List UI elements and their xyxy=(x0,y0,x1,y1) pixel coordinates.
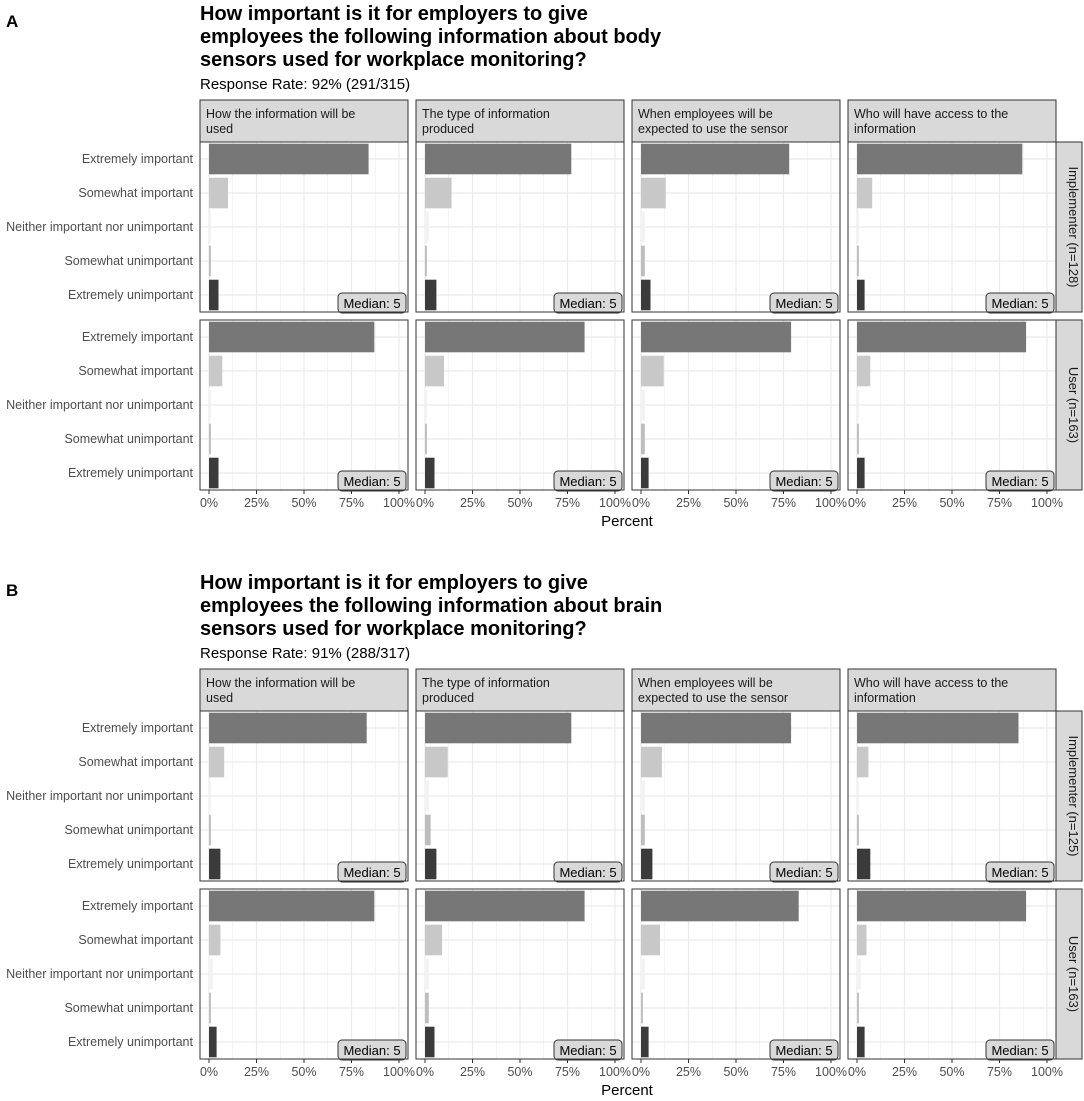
x-tick-label: 75% xyxy=(554,1065,581,1079)
bar xyxy=(641,390,645,421)
bar xyxy=(425,781,429,812)
bar xyxy=(857,458,865,489)
x-tick-label: 25% xyxy=(675,1065,702,1079)
bar xyxy=(857,212,859,243)
bar xyxy=(425,1027,435,1058)
median-label: Median: 5 xyxy=(991,865,1049,880)
bar xyxy=(857,747,868,778)
y-tick-label: Neither important nor unimportant xyxy=(6,220,193,234)
bar xyxy=(857,280,865,311)
bar xyxy=(209,891,374,922)
bar xyxy=(857,322,1026,353)
bar xyxy=(641,1027,649,1058)
bar xyxy=(209,424,211,455)
bar xyxy=(641,747,662,778)
chart-subtitle: Response Rate: 91% (288/317) xyxy=(200,645,411,662)
row-strip-label: User (n=163) xyxy=(1066,935,1081,1013)
y-tick-label: Somewhat unimportant xyxy=(64,1001,193,1015)
y-tick-label: Somewhat unimportant xyxy=(64,254,193,268)
bar xyxy=(641,424,645,455)
median-label: Median: 5 xyxy=(343,296,401,311)
x-tick-label: 100% xyxy=(383,1065,415,1079)
bar xyxy=(209,178,228,209)
x-tick-label: 75% xyxy=(338,496,365,510)
x-tick-label: 25% xyxy=(891,496,918,510)
chart-title-line: employees the following information about body xyxy=(200,26,662,48)
bar xyxy=(857,781,859,812)
bar xyxy=(209,356,222,387)
bar xyxy=(425,993,429,1024)
x-tick-label: 25% xyxy=(243,496,270,510)
median-label: Median: 5 xyxy=(775,474,833,489)
x-tick-label: 0% xyxy=(199,1065,219,1079)
median-label: Median: 5 xyxy=(343,1043,401,1058)
bar xyxy=(209,925,220,956)
facet-strip-label: information xyxy=(854,122,916,136)
row-strip-label: Implementer (n=128) xyxy=(1066,166,1081,288)
y-tick-label: Extremely unimportant xyxy=(67,857,193,871)
y-tick-label: Somewhat important xyxy=(78,933,193,947)
row-strip-label: User (n=163) xyxy=(1066,366,1081,444)
bar xyxy=(857,713,1019,744)
x-tick-label: 75% xyxy=(986,496,1013,510)
x-tick-label: 50% xyxy=(939,496,965,510)
bar xyxy=(857,891,1026,922)
facet-strip-label: information xyxy=(854,691,916,705)
y-tick-label: Extremely important xyxy=(81,721,193,735)
bar xyxy=(641,280,651,311)
bar xyxy=(641,144,789,175)
median-label: Median: 5 xyxy=(343,865,401,880)
bar xyxy=(425,424,427,455)
median-label: Median: 5 xyxy=(559,865,617,880)
bar xyxy=(641,849,652,880)
bar xyxy=(425,458,435,489)
facet-strip-label: used xyxy=(206,691,234,705)
chart-title-line: sensors used for workplace monitoring? xyxy=(200,49,587,71)
panel-letter: B xyxy=(6,581,19,600)
median-label: Median: 5 xyxy=(559,1043,617,1058)
facet-strip-label: produced xyxy=(422,122,475,136)
x-tick-label: 0% xyxy=(415,1065,435,1079)
y-tick-label: Extremely important xyxy=(81,330,193,344)
chart-title-line: How important is it for employers to give xyxy=(200,3,588,25)
bar xyxy=(209,280,219,311)
chart-title-line: employees the following information about brain xyxy=(200,595,663,617)
facet-strip-label: How the information will be xyxy=(206,107,356,121)
bar xyxy=(425,246,427,277)
bar xyxy=(425,815,431,846)
bar xyxy=(209,815,211,846)
facet-strip-label: expected to use the sensor xyxy=(638,122,789,136)
bar xyxy=(425,891,585,922)
bar xyxy=(425,713,571,744)
bar xyxy=(425,280,436,311)
y-tick-label: Neither important nor unimportant xyxy=(6,398,193,412)
facet-strip-label: When employees will be xyxy=(638,107,773,121)
bar xyxy=(641,815,645,846)
x-tick-label: 0% xyxy=(631,1065,651,1079)
x-tick-label: 75% xyxy=(770,1065,797,1079)
bar xyxy=(425,959,429,990)
x-tick-label: 100% xyxy=(383,496,415,510)
y-tick-label: Somewhat unimportant xyxy=(64,823,193,837)
y-tick-label: Somewhat important xyxy=(78,186,193,200)
bar xyxy=(857,178,872,209)
bar xyxy=(857,246,859,277)
bar xyxy=(641,713,791,744)
median-label: Median: 5 xyxy=(559,474,617,489)
bar xyxy=(425,212,429,243)
y-tick-label: Extremely unimportant xyxy=(67,1035,193,1049)
x-tick-label: 0% xyxy=(847,1065,867,1079)
facet-strip-label: When employees will be xyxy=(638,676,773,690)
x-axis-title: Percent xyxy=(601,1082,653,1099)
median-label: Median: 5 xyxy=(991,296,1049,311)
bar xyxy=(857,356,870,387)
x-tick-label: 25% xyxy=(675,496,702,510)
bar xyxy=(209,390,211,421)
bar xyxy=(641,925,660,956)
bar xyxy=(425,747,448,778)
y-tick-label: Extremely unimportant xyxy=(67,466,193,480)
x-tick-label: 50% xyxy=(507,1065,533,1079)
x-tick-label: 50% xyxy=(723,496,749,510)
bar xyxy=(209,212,211,243)
bar xyxy=(857,959,861,990)
facet-strip-label: The type of information xyxy=(422,107,550,121)
x-tick-label: 75% xyxy=(338,1065,365,1079)
bar xyxy=(209,1027,217,1058)
facet-strip-label: How the information will be xyxy=(206,676,356,690)
y-tick-label: Extremely unimportant xyxy=(67,288,193,302)
y-tick-label: Somewhat important xyxy=(78,755,193,769)
chart-subtitle: Response Rate: 92% (291/315) xyxy=(200,76,411,93)
x-tick-label: 0% xyxy=(199,496,219,510)
bar xyxy=(641,458,649,489)
chart-title-line: How important is it for employers to give xyxy=(200,572,588,594)
median-label: Median: 5 xyxy=(991,474,1049,489)
bar xyxy=(209,747,224,778)
x-tick-label: 25% xyxy=(891,1065,918,1079)
facet-strip-label: expected to use the sensor xyxy=(638,691,789,705)
x-tick-label: 0% xyxy=(847,496,867,510)
bar xyxy=(209,993,211,1024)
bar xyxy=(641,891,799,922)
chart-panel-a xyxy=(6,3,1082,530)
x-tick-label: 25% xyxy=(459,496,486,510)
bar xyxy=(209,246,211,277)
x-tick-label: 50% xyxy=(723,1065,749,1079)
bar xyxy=(425,178,452,209)
bar xyxy=(857,849,870,880)
x-tick-label: 25% xyxy=(243,1065,270,1079)
bar xyxy=(641,246,645,277)
bar xyxy=(641,322,791,353)
facet-strip-label: produced xyxy=(422,691,475,705)
x-tick-label: 0% xyxy=(631,496,651,510)
bar xyxy=(857,424,859,455)
median-label: Median: 5 xyxy=(775,1043,833,1058)
bar xyxy=(425,925,442,956)
x-tick-label: 50% xyxy=(291,496,317,510)
facet-strip-label: used xyxy=(206,122,234,136)
bar xyxy=(641,959,645,990)
row-strip-label: Implementer (n=125) xyxy=(1066,735,1081,857)
bar xyxy=(425,356,444,387)
x-tick-label: 50% xyxy=(291,1065,317,1079)
x-tick-label: 100% xyxy=(599,496,631,510)
x-tick-label: 100% xyxy=(815,496,847,510)
bar xyxy=(857,925,867,956)
bar xyxy=(641,781,645,812)
median-label: Median: 5 xyxy=(559,296,617,311)
bar xyxy=(857,144,1022,175)
facet-strip-label: Who will have access to the xyxy=(854,107,1009,121)
bar xyxy=(209,781,211,812)
facet-strip-label: The type of information xyxy=(422,676,550,690)
bar xyxy=(641,356,664,387)
y-tick-label: Extremely important xyxy=(81,152,193,166)
bar xyxy=(209,322,374,353)
x-tick-label: 75% xyxy=(554,496,581,510)
bar xyxy=(209,959,213,990)
bar xyxy=(857,1027,865,1058)
bar xyxy=(641,212,645,243)
y-tick-label: Somewhat important xyxy=(78,364,193,378)
x-tick-label: 100% xyxy=(1031,496,1063,510)
x-tick-label: 75% xyxy=(770,496,797,510)
x-tick-label: 50% xyxy=(507,496,533,510)
bar xyxy=(425,144,571,175)
bar xyxy=(857,390,859,421)
bar xyxy=(641,993,643,1024)
chart-panel-b xyxy=(6,572,1082,1099)
bar xyxy=(425,390,427,421)
y-tick-label: Extremely important xyxy=(81,899,193,913)
y-tick-label: Neither important nor unimportant xyxy=(6,789,193,803)
bar xyxy=(209,713,367,744)
bar xyxy=(857,815,859,846)
median-label: Median: 5 xyxy=(775,296,833,311)
median-label: Median: 5 xyxy=(343,474,401,489)
panel-letter: A xyxy=(6,12,19,31)
bar xyxy=(857,993,859,1024)
x-tick-label: 50% xyxy=(939,1065,965,1079)
median-label: Median: 5 xyxy=(775,865,833,880)
bar xyxy=(209,849,220,880)
x-tick-label: 100% xyxy=(815,1065,847,1079)
bar xyxy=(641,178,666,209)
x-tick-label: 100% xyxy=(1031,1065,1063,1079)
facet-strip-label: Who will have access to the xyxy=(854,676,1009,690)
x-tick-label: 100% xyxy=(599,1065,631,1079)
bar xyxy=(209,144,369,175)
x-axis-title: Percent xyxy=(601,513,653,530)
y-tick-label: Somewhat unimportant xyxy=(64,432,193,446)
bar xyxy=(425,849,436,880)
bar xyxy=(209,458,219,489)
x-tick-label: 25% xyxy=(459,1065,486,1079)
x-tick-label: 75% xyxy=(986,1065,1013,1079)
median-label: Median: 5 xyxy=(991,1043,1049,1058)
y-tick-label: Neither important nor unimportant xyxy=(6,967,193,981)
bar xyxy=(425,322,585,353)
x-tick-label: 0% xyxy=(415,496,435,510)
chart-title-line: sensors used for workplace monitoring? xyxy=(200,618,587,640)
